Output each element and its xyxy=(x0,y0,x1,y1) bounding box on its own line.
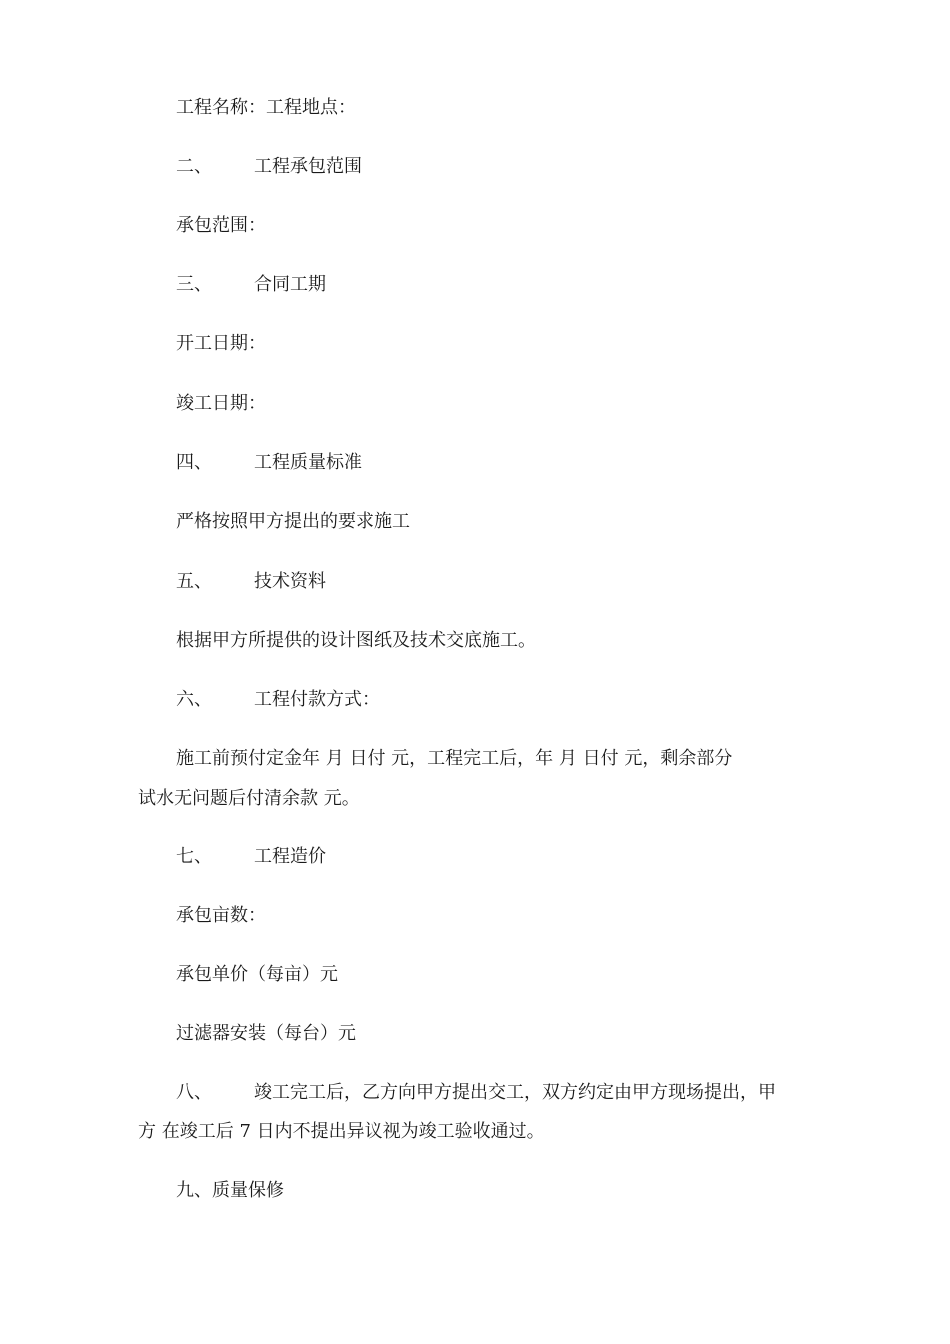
quality-text: 严格按照甲方提出的要求施工 xyxy=(176,511,410,532)
unit-price-line xyxy=(176,964,338,986)
section-7-title: 工程造价 xyxy=(254,846,326,867)
section-8-line-1 xyxy=(176,1082,776,1104)
payment-line-1 xyxy=(176,748,732,770)
project-name-text: 工程名称：工程地点： xyxy=(176,97,356,118)
start-date-line xyxy=(176,333,266,355)
section-5-title: 技术资料 xyxy=(254,571,326,592)
section-8-text-2: 方 在竣工后 7 日内不提出异议视为竣工验收通过。 xyxy=(138,1121,545,1142)
section-3-number: 三、 xyxy=(176,274,212,295)
section-9-text: 九、质量保修 xyxy=(176,1180,284,1201)
section-2-title: 工程承包范围 xyxy=(254,156,362,177)
section-8-text-1: 竣工完工后，乙方向甲方提出交工，双方约定由甲方现场提出，甲 xyxy=(254,1082,776,1103)
section-7-heading xyxy=(176,846,326,868)
end-date-text: 竣工日期： xyxy=(176,393,266,414)
filter-install-text: 过滤器安装（每台）元 xyxy=(176,1023,356,1044)
payment-line-2 xyxy=(138,788,360,810)
tech-line xyxy=(176,630,536,652)
start-date-text: 开工日期： xyxy=(176,333,266,354)
section-4-title: 工程质量标准 xyxy=(254,452,362,473)
section-5-number: 五、 xyxy=(176,571,212,592)
payment-text-1: 施工前预付定金年 月 日付 元，工程完工后，年 月 日付 元，剩余部分 xyxy=(176,748,733,769)
section-6-number: 六、 xyxy=(176,689,212,710)
project-name-line xyxy=(176,97,356,119)
filter-install-line xyxy=(176,1023,356,1045)
section-7-number: 七、 xyxy=(176,846,212,867)
tech-text: 根据甲方所提供的设计图纸及技术交底施工。 xyxy=(176,630,536,651)
acres-line xyxy=(176,905,266,927)
scope-text: 承包范围： xyxy=(176,215,266,236)
section-6-heading xyxy=(176,689,380,711)
section-8-number: 八、 xyxy=(176,1082,212,1103)
quality-line xyxy=(176,511,410,533)
section-3-heading xyxy=(176,274,326,296)
section-5-heading xyxy=(176,571,326,593)
end-date-line xyxy=(176,393,266,415)
payment-text-2: 试水无问题后付清余款 元。 xyxy=(138,788,360,809)
acres-text: 承包亩数： xyxy=(176,905,266,926)
section-4-heading xyxy=(176,452,362,474)
section-6-title: 工程付款方式： xyxy=(254,689,380,710)
section-2-heading xyxy=(176,156,362,178)
unit-price-text: 承包单价（每亩）元 xyxy=(176,964,338,985)
scope-line xyxy=(176,215,266,237)
section-9-heading xyxy=(176,1180,284,1202)
section-3-title: 合同工期 xyxy=(254,274,326,295)
section-2-number: 二、 xyxy=(176,156,212,177)
section-4-number: 四、 xyxy=(176,452,212,473)
section-8-line-2 xyxy=(138,1121,545,1143)
